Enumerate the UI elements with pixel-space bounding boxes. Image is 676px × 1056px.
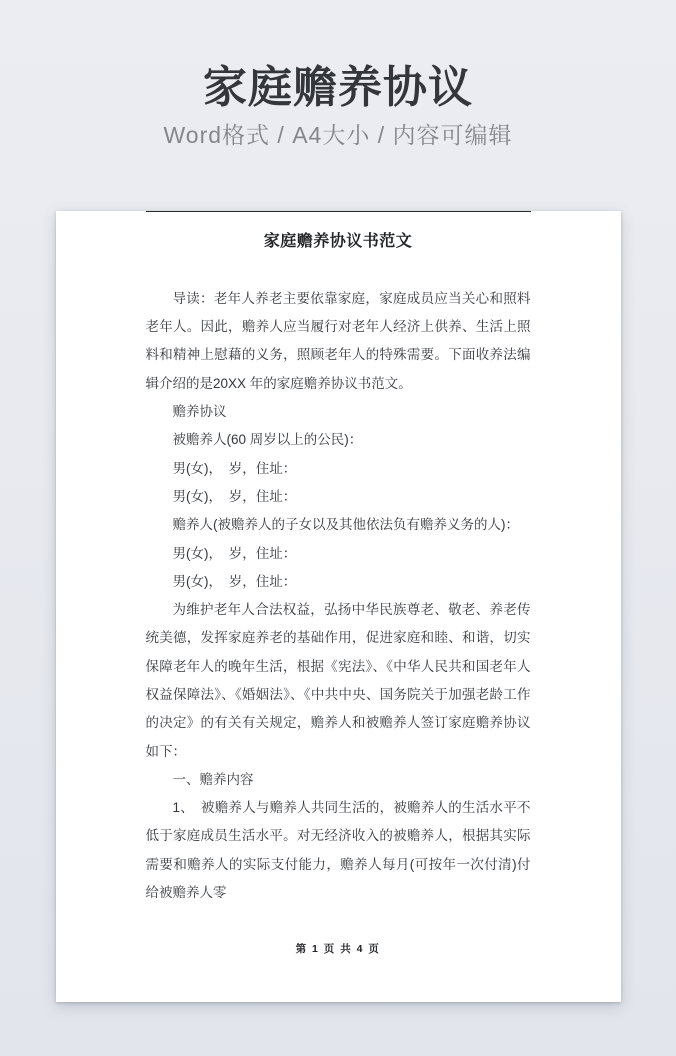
page-number-footer: 第 1 页 共 4 页 bbox=[295, 942, 381, 955]
document-paragraph: 1、 被赡养人与赡养人共同生活的，被赡养人的生活水平不低于家庭成员生活水平。对无经济收入的被赡养人，根据其实际需要和赡养人的实际支付能力，赡养人每月(可按年一次付清)付给被赡养人零 bbox=[145, 800, 531, 901]
document-paragraph: 赡养协议 bbox=[172, 404, 227, 420]
hero-header bbox=[0, 0, 676, 149]
document-paragraph: 男(女)， 岁，住址： bbox=[172, 460, 297, 476]
document-body bbox=[146, 285, 531, 908]
document-paragraph: 赡养人(被赡养人的子女以及其他依法负有赡养义务的人)： bbox=[172, 517, 519, 533]
document-title: 家庭赡养协议书范文 bbox=[263, 232, 413, 250]
document-paragraph: 为维护老年人合法权益，弘扬中华民族尊老、敬老、养老传统美德，发挥家庭养老的基础作用，促进家庭和睦、和谐，切实保障老年人的晚年生活，根据《宪法》、《中华人民共和国老年人权益保障法》、《婚姻法》、《中共中央、国务院关于加强老龄工作的决定》的有关有关规定，赡养人和被赡养人签订家庭赡养协议如下： bbox=[145, 602, 531, 759]
document-page bbox=[56, 211, 621, 1002]
document-paragraph: 男(女)， 岁，住址： bbox=[172, 545, 297, 561]
template-subtitle: Word格式 / A4大小 / 内容可编辑 bbox=[163, 122, 513, 149]
template-title: 家庭赡养协议 bbox=[203, 63, 473, 112]
document-paragraph: 男(女)， 岁，住址： bbox=[172, 488, 297, 504]
document-paragraph: 一、赡养内容 bbox=[172, 771, 254, 787]
document-paragraph: 导读：老年人养老主要依靠家庭，家庭成员应当关心和照料老年人。因此，赡养人应当履行对老年人经济上供养、生活上照料和精神上慰藉的义务，照顾老年人的特殊需要。下面收养法编辑介绍的是20XX 年的家庭赡养协议书范文。 bbox=[145, 290, 531, 391]
document-paragraph: 被赡养人(60 周岁以上的公民)： bbox=[172, 432, 363, 448]
header-rule bbox=[146, 211, 531, 212]
document-paragraph: 男(女)， 岁，住址： bbox=[172, 573, 297, 589]
